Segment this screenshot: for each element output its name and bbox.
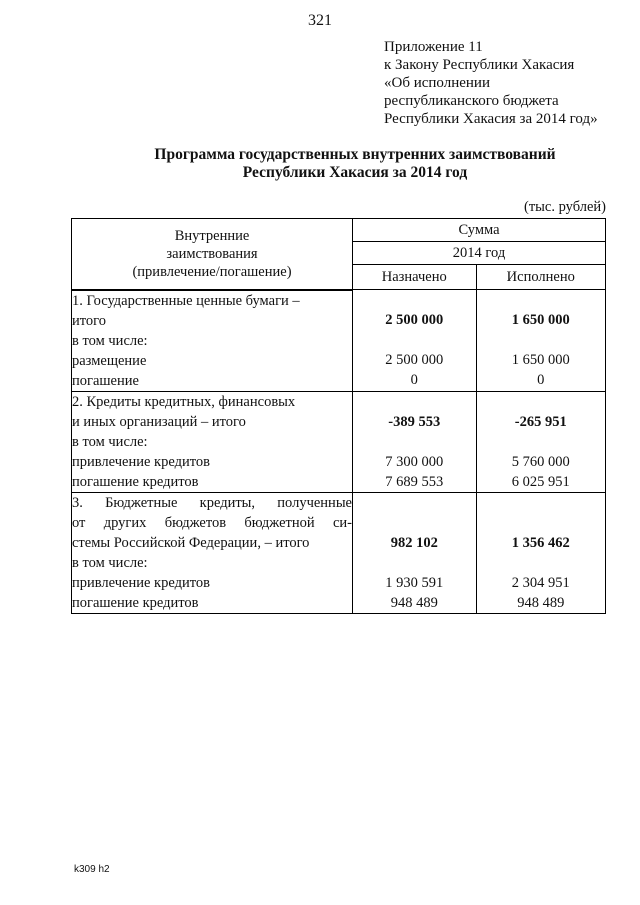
column-header-executed: Исполнено bbox=[476, 265, 605, 290]
footer-code: k309 h2 bbox=[74, 864, 110, 875]
total-planned: 2 500 000 bbox=[385, 312, 444, 328]
appendix-line: Приложение 11 bbox=[384, 39, 483, 55]
page-number: 321 bbox=[308, 12, 332, 29]
table-section bbox=[72, 391, 606, 492]
executed-values: 1 650 000 1 650 000 0 bbox=[476, 290, 605, 392]
column-header-sum: Сумма bbox=[353, 219, 606, 242]
executed-values: -265 951 5 760 000 6 025 951 bbox=[476, 391, 605, 492]
section-label: 3. Бюджетные кредиты, полученные от других бюджетов бюджетной си- стемы Российской Федерации, – итого в том числе: привлечение кредитов погашение кредитов bbox=[72, 492, 353, 613]
table-section bbox=[72, 290, 606, 392]
title-line: Республики Хакасия за 2014 год bbox=[242, 164, 468, 181]
appendix-line: «Об исполнении bbox=[384, 75, 490, 91]
executed-values: 1 356 462 2 304 951 948 489 bbox=[476, 492, 605, 613]
total-executed: -265 951 bbox=[514, 413, 567, 430]
section-label: 2. Кредиты кредитных, финансовых и иных организаций – итого в том числе: привлечение кредитов погашение кредитов bbox=[72, 391, 353, 492]
document-title bbox=[0, 146, 640, 182]
planned-values: 2 500 000 2 500 000 0 bbox=[353, 290, 477, 392]
total-planned: -389 553 bbox=[388, 413, 441, 430]
section-label: 1. Государственные ценные бумаги – итого в том числе: размещение погашение bbox=[72, 290, 353, 392]
planned-values: -389 553 7 300 000 7 689 553 bbox=[353, 391, 477, 492]
borrowing-table bbox=[71, 218, 606, 614]
total-planned: 982 102 bbox=[390, 534, 438, 551]
appendix-line: Республики Хакасия за 2014 год» bbox=[384, 111, 598, 127]
table-section bbox=[72, 492, 606, 613]
appendix-line: к Закону Республики Хакасия bbox=[384, 57, 575, 73]
column-header-planned: Назначено bbox=[353, 265, 477, 290]
total-executed: 1 356 462 bbox=[511, 534, 570, 551]
column-header-year: 2014 год bbox=[353, 242, 606, 265]
unit-label: (тыс. рублей) bbox=[524, 199, 606, 215]
appendix-line: республиканского бюджета bbox=[384, 93, 559, 109]
total-executed: 1 650 000 bbox=[511, 312, 570, 328]
appendix-header bbox=[384, 38, 598, 128]
title-line: Программа государственных внутренних заимствований bbox=[154, 146, 556, 163]
column-header-borrowings: Внутренние заимствования (привлечение/погашение) bbox=[72, 219, 353, 290]
planned-values: 982 102 1 930 591 948 489 bbox=[353, 492, 477, 613]
